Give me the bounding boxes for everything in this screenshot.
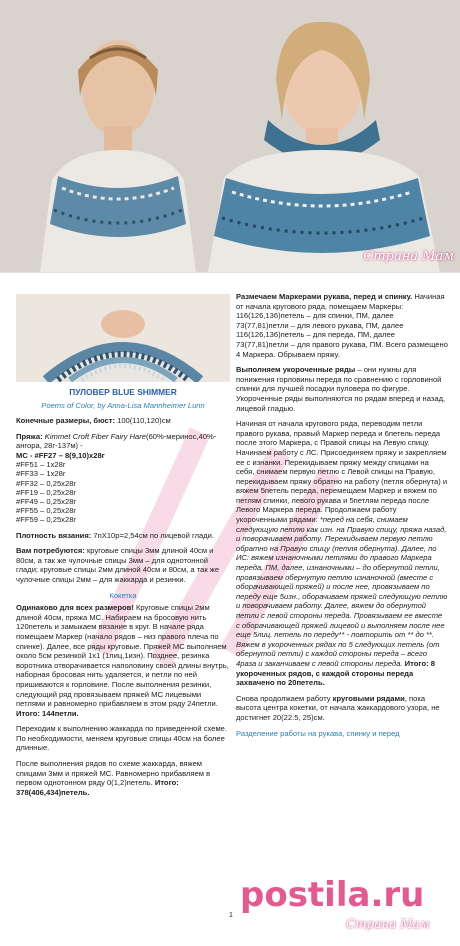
yarn-label: Пряжа:: [16, 431, 43, 441]
instructions-total: Итого: 8 укороченных рядов, с каждой стороны переда захвачено по 20петель.: [236, 658, 435, 688]
postila-logo-text: postila.ru: [240, 875, 425, 915]
after-jacquard-paragraph: [16, 759, 230, 797]
color-item: #FF51 – 1х28г: [16, 460, 66, 470]
yoke-thumbnail: [16, 294, 230, 382]
yarn-rest: (60%-меринос,40%-ангора, 28г-137м) -: [16, 431, 217, 451]
hero-photo: [0, 0, 460, 272]
continue-text: Снова продолжаем работу: [236, 693, 331, 703]
materials-line: [16, 546, 230, 584]
yoke-paragraph: [16, 603, 230, 718]
continue-rest: , пока высота центра кокетки, от начала жаккардового узора, не достигнет 20(22.5, 25)см.: [236, 693, 440, 722]
color-item: #FF19 – 0,25х28г: [16, 487, 77, 497]
gauge-line: [16, 531, 230, 541]
color-item: #FF59 – 0,25х28г: [16, 515, 77, 525]
color-item: #FF55 – 0,25х28г: [16, 506, 77, 516]
yarn-value: Kimmet Croft Fiber Fairy Hare: [42, 431, 147, 441]
models-photo: [0, 0, 460, 272]
materials-value: круговые спицы 3мм длиной 40см и 80см, а так же чулочные спицы 3мм – для однотонной глади; круговые спицы 2мм длиной 40см и 80см, а так же чулочные спицы 2мм – для жаккарда и резинки.: [16, 546, 220, 584]
yarn-block: [16, 432, 230, 525]
continue-bold: круговыми рядами: [330, 693, 405, 703]
markers-text: Начиная от начала кругового ряда, помещаем Маркеры: 116(126,136)петель – для спинки, ПМ, далее 73(77,81)петли – для левого рукава, ПМ, далее 116(126,136)петель – для переда, ПМ, далее 73(77,81)петли – для правого рукава, ПМ. Всего размещено 4 Маркера. Обрываем пряжу.: [236, 292, 448, 359]
short-rows-lead: Выполняем укороченные ряды: [236, 365, 356, 375]
after-jacquard-text: После выполнения рядов по схеме жаккарда, вяжем спицами 3мм и пряжей МС. Равномерно прибавляем в первом однотонном ряду 0(1,2)петель.: [16, 759, 211, 788]
gauge-label: Плотность вязания:: [16, 530, 92, 540]
markers-paragraph: [236, 292, 448, 359]
section-title: Кокетка: [109, 590, 137, 600]
yoke-total: Итого: 144петли.: [16, 708, 79, 718]
markers-lead: Размечаем Маркерами рукава, перед и спинку.: [236, 292, 413, 301]
short-rows-instructions: [236, 419, 448, 688]
yoke-lead: Одинаково для всех размеров!: [16, 603, 134, 613]
short-rows-text: – они нужны для понижения горловины переда по сравнению с горловиной спинки для лучшей посадки пуловера по фигуре. Укороченные ряды выполняются по рядам вперед и назад, лицевой гладью.: [236, 365, 446, 413]
color-item: #FF33 – 1х28г: [16, 469, 66, 479]
short-rows-paragraph: [236, 365, 448, 413]
left-column: [16, 294, 230, 803]
watermark-bottom: Страна Мам: [346, 917, 430, 931]
pattern-title: ПУЛОВЕР BLUE SHIMMER: [69, 387, 177, 397]
size-value: 100(110,120)см: [114, 416, 171, 426]
jacquard-paragraph: Переходим к выполнению жаккарда по приведенной схеме. По необходимости, меняем круговые спицы 40см на более длинные.: [16, 724, 227, 753]
right-column: [236, 292, 448, 738]
page-number: 1: [229, 912, 233, 919]
next-section-link[interactable]: Разделение работы на рукава, спинку и перед: [236, 728, 400, 738]
gauge-value: 7пХ10р=2,54см по лицевой глади.: [91, 530, 215, 540]
ms-line: МС - #FF27 – 8(9,10)х28г: [16, 450, 105, 460]
materials-label: Вам потребуются:: [16, 546, 85, 556]
divider: [0, 272, 460, 273]
color-item: #FF49 – 0,25х28г: [16, 496, 77, 506]
pattern-page: [0, 272, 460, 946]
instructions-repeat: *перед на себя, снимаем следующую петлю как изн. на Правую спицу, пряжа назад, и поворачиваем работу. Перекидываем первую петлю обратно на Правую спицу (петля обернута). Далее, по ИС: вяжем изнаночными петлями до правого Маркера переда, ПМ, далее, изнаночными – до обернутой петли, провязываем обернутую петлю изнаночной (вместе с оборачивающей пряжей) и после нее, провязываем по переду еще 5изн., оборачиваем пряжей следующую петлю и поворачиваем работу. Далее, вяжем до обернутой петли с левой стороны переда. Провязываем ее вместе с оборачивающей пряжей лицевой и выполняем после нее еще 5лиц. петель по переду** - повторить от ** до **. Вяжем в укороченных рядах по 5 следующих петель (от обернутой петли) с каждой стороны переда – всего 4раза и заканчиваем с левой стороны переда.: [236, 515, 448, 668]
size-label: Конечные размеры, бюст:: [16, 416, 115, 426]
after-jacquard-total: Итого: 378(406,434)петель.: [16, 778, 179, 797]
continue-paragraph: [236, 694, 448, 723]
pattern-author: Poems of Color, by Anna-Lisa Mannheimer Lunn: [41, 400, 205, 410]
size-line: [16, 416, 230, 426]
watermark-top: Страна Мам: [363, 249, 454, 264]
instructions-text: Начиная от начала кругового ряда, переводим петли правого рукава, правый Маркер переда и 6петель переда после этого Маркера, с Правой спицы на Левую спицу. Начинаем работу с ЛС. Присоединяем пряжу и закрепляем ее с изнанки. Перекидываем пряжу между спицами на себя, снимаем первую петлю с Левой спицы на Правую, перекидываем пряжу обратно на работу (петля обернута) и вяжем 5петель переда, перемещаем Маркер и вяжем по петлям спинки, левого рукава и 5петлям переда после Левого Маркера переда. Продолжаем работу укороченными рядами:: [236, 419, 448, 525]
yoke-text: Круговые спицы 2мм длиной 40см, пряжа МС. Набираем на бросовую нить 120петель и замыкаем вязание в круг. В начале ряда помещаем Маркер (начало рядов – низ правого плеча по спинке). Далее, все ряды круговые. Пряжей МС выполняем около 5см резинкой 1х1 (1лиц,1изн). Позднее, резинка воротника отворачивается наполовину своей длины внутрь, наборная бросовая нить удаляется, и петли по ней пришиваются к горловине. После выполнения резинки, следующий ряд провязываем пряжей МС лицевыми петлями и равномерно прибавляем в этом ряду 24петли.: [16, 603, 229, 709]
color-item: #FF32 – 0,25х28г: [16, 478, 77, 488]
